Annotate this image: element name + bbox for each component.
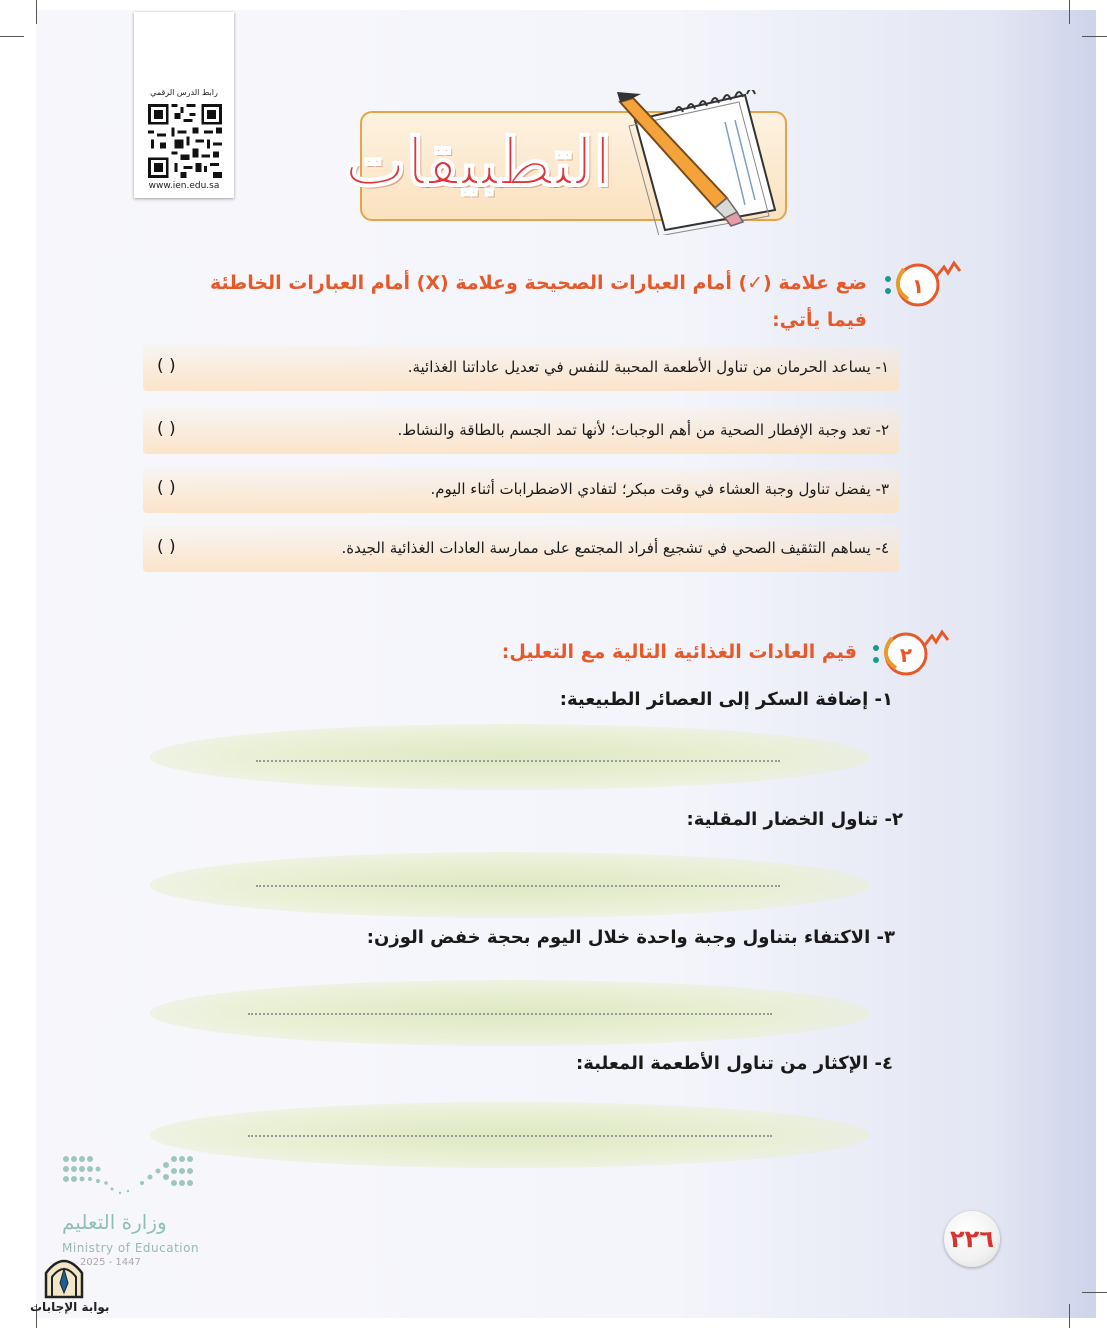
- statement-text: ٢- تعد وجبة الإفطار الصحية من أهم الوجبات؛ لأنها تمد الجسم بالطاقة والنشاط.: [397, 421, 889, 439]
- notepad-pencil-icon: [615, 90, 780, 235]
- qr-card[interactable]: [134, 12, 234, 198]
- answer-blank[interactable]: ( ): [157, 537, 176, 557]
- answer-line[interactable]: [256, 885, 780, 887]
- statement-text: ٤- يساهم التثقيف الصحي في تشجيع أفراد المجتمع على ممارسة العادات الغذائية الجيدة.: [341, 539, 889, 557]
- evaluation-question: ١- إضافة السكر إلى العصائر الطبيعية:: [559, 689, 893, 710]
- statement-row: [143, 408, 899, 454]
- crop-mark: [1069, 0, 1070, 24]
- statement-row: [143, 345, 899, 391]
- section1-number: ١: [911, 274, 925, 298]
- page-number: ٢٢٦: [944, 1211, 1000, 1267]
- statement-text: ٣- يفضل تناول وجبة العشاء في وقت مبكر؛ لتفادي الاضطرابات أثناء اليوم.: [430, 480, 889, 498]
- crop-mark: [1069, 1304, 1070, 1328]
- answer-blank[interactable]: ( ): [157, 419, 176, 439]
- crop-mark: [1082, 36, 1107, 37]
- answer-blank[interactable]: ( ): [157, 356, 176, 376]
- crop-mark: [0, 36, 24, 37]
- evaluation-question: ٤- الإكثار من تناول الأطعمة المعلبة:: [576, 1053, 893, 1074]
- qr-code-icon[interactable]: [148, 104, 222, 178]
- section2-instruction: قيم العادات الغذائية التالية مع التعليل:: [501, 641, 857, 663]
- ministry-name-en: Ministry of Education: [62, 1241, 200, 1255]
- crop-mark: [1082, 1292, 1107, 1293]
- answer-line[interactable]: [248, 1013, 772, 1015]
- statement-row: [143, 526, 899, 572]
- qr-label: رابط الدرس الرقمي: [150, 88, 218, 97]
- answers-gate-label: بوابة الإجابات: [30, 1300, 110, 1314]
- evaluation-question: ٣- الاكتفاء بتناول وجبة واحدة خلال اليوم بحجة خفض الوزن:: [366, 927, 895, 948]
- statement-text: ١- يساعد الحرمان من تناول الأطعمة المحببة للنفس في تعديل عاداتنا الغذائية.: [407, 358, 889, 376]
- statement-row: [143, 467, 899, 513]
- answer-blank[interactable]: ( ): [157, 478, 176, 498]
- section1-instruction-cont: فيما يأتي:: [772, 309, 867, 331]
- answer-line[interactable]: [256, 760, 780, 762]
- answer-area[interactable]: [150, 724, 870, 790]
- qr-url[interactable]: www.ien.edu.sa: [148, 181, 220, 191]
- section2-number-badge: [872, 624, 950, 680]
- evaluation-question: ٢- تناول الخضار المقلية:: [686, 809, 903, 830]
- crop-mark: [36, 0, 37, 24]
- edition-year: 2025 - 1447: [80, 1257, 141, 1268]
- ministry-logo-icon: [62, 1153, 197, 1198]
- section1-number-badge: [884, 255, 962, 311]
- answers-gate-logo-icon: [42, 1255, 86, 1299]
- section1-instruction: ضع علامة (✓) أمام العبارات الصحيحة وعلامة (X) أمام العبارات الخاطئة: [210, 272, 867, 294]
- answer-line[interactable]: [248, 1135, 772, 1137]
- ministry-name-ar: وزارة التعليم: [62, 1210, 167, 1234]
- section2-number: ٢: [899, 643, 913, 667]
- page-title: التطبيقات: [344, 123, 612, 201]
